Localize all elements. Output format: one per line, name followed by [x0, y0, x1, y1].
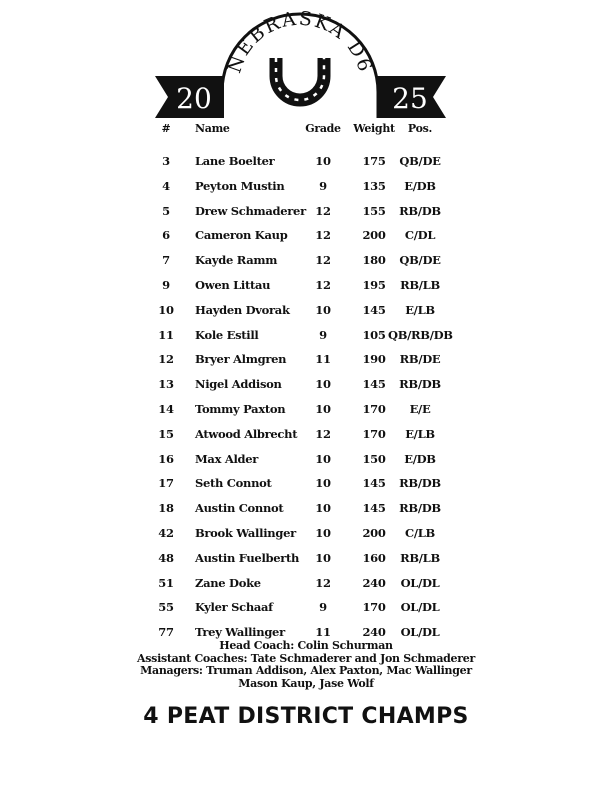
player-grade: 12	[315, 228, 331, 243]
player-position: RB/DE	[399, 352, 441, 367]
player-number: 13	[158, 377, 174, 392]
player-weight: 170	[362, 401, 386, 416]
player-weight: 105	[362, 327, 386, 342]
player-position: C/LB	[405, 525, 435, 540]
player-position: E/LB	[405, 426, 435, 441]
player-number: 14	[158, 401, 174, 416]
player-name: Tommy Paxton	[195, 401, 286, 416]
table-row	[0, 422, 612, 447]
player-position: OL/DL	[400, 625, 440, 640]
player-name: Lane Boelter	[195, 154, 275, 168]
player-name: Peyton Mustin	[195, 178, 285, 193]
player-name: Austin Fuelberth	[195, 550, 300, 565]
player-grade: 10	[315, 451, 331, 466]
player-grade: 10	[315, 377, 331, 392]
roster-header	[0, 121, 612, 137]
player-weight: 190	[362, 352, 386, 367]
player-weight: 160	[362, 550, 386, 565]
table-row	[0, 248, 612, 273]
player-weight: 145	[362, 476, 386, 491]
header-position: Pos.	[407, 122, 433, 135]
player-number: 77	[158, 625, 174, 640]
table-row	[0, 273, 612, 298]
player-number: 15	[158, 426, 174, 441]
table-row	[0, 347, 612, 372]
managers-line-2: Mason Kaup, Jase Wolf	[238, 676, 374, 690]
player-number: 9	[162, 277, 170, 292]
player-number: 11	[158, 327, 174, 342]
player-grade: 10	[315, 501, 331, 516]
table-row	[0, 471, 612, 496]
player-number: 10	[158, 302, 174, 317]
player-grade: 9	[319, 178, 327, 193]
table-row	[0, 546, 612, 571]
player-weight: 175	[362, 154, 386, 168]
player-grade: 10	[315, 476, 331, 491]
table-row	[0, 496, 612, 521]
managers-line-1: Managers: Truman Addison, Alex Paxton, Mac Wallinger	[140, 664, 472, 677]
player-grade: 9	[319, 327, 327, 342]
player-position: E/DB	[404, 178, 436, 193]
table-row	[0, 397, 612, 422]
player-grade: 12	[315, 426, 331, 441]
logo-arc-text: NEBRASKA D6	[223, 7, 377, 76]
player-weight: 135	[362, 178, 386, 193]
team-logo	[0, 0, 612, 130]
table-row	[0, 149, 612, 174]
player-name: Zane Doke	[195, 575, 261, 590]
player-weight: 200	[362, 525, 386, 540]
player-name: Trey Wallinger	[195, 625, 285, 640]
player-name: Atwood Albrecht	[195, 426, 298, 441]
player-weight: 150	[362, 451, 386, 466]
player-position: RB/LB	[400, 277, 440, 292]
player-grade: 9	[319, 600, 327, 615]
player-number: 4	[162, 178, 170, 193]
player-position: OL/DL	[400, 600, 440, 615]
assistant-coaches: Assistant Coaches: Tate Schmaderer and Jon Schmaderer	[137, 651, 475, 665]
head-coach: Head Coach: Colin Schurman	[219, 639, 393, 652]
player-name: Max Alder	[195, 451, 259, 466]
player-grade: 10	[315, 302, 331, 317]
player-name: Seth Connot	[195, 476, 272, 491]
player-name: Kole Estill	[195, 327, 259, 342]
player-grade: 12	[315, 277, 331, 292]
player-name: Kayde Ramm	[195, 253, 278, 268]
player-name: Brook Wallinger	[195, 525, 296, 540]
player-weight: 200	[362, 228, 386, 243]
player-weight: 240	[362, 625, 386, 640]
player-name: Drew Schmaderer	[195, 203, 306, 218]
player-weight: 145	[362, 501, 386, 516]
player-position: RB/DB	[399, 203, 441, 218]
table-row	[0, 372, 612, 397]
player-grade: 12	[315, 203, 331, 218]
player-number: 48	[158, 550, 174, 565]
player-position: RB/DB	[399, 377, 441, 392]
table-row	[0, 223, 612, 248]
player-weight: 180	[362, 253, 386, 268]
player-number: 51	[158, 575, 174, 590]
table-row	[0, 595, 612, 620]
player-position: E/E	[409, 401, 431, 416]
player-weight: 145	[362, 302, 386, 317]
player-number: 18	[158, 501, 174, 516]
player-position: E/DB	[404, 451, 436, 466]
table-row	[0, 447, 612, 472]
roster-table	[0, 121, 612, 645]
player-weight: 240	[362, 575, 386, 590]
header-number: #	[161, 122, 171, 135]
player-position: RB/DB	[399, 501, 441, 516]
player-position: E/LB	[405, 302, 435, 317]
table-row	[0, 323, 612, 348]
player-position: C/DL	[404, 228, 436, 243]
player-weight: 170	[362, 600, 386, 615]
player-grade: 10	[315, 550, 331, 565]
player-weight: 170	[362, 426, 386, 441]
player-name: Owen Littau	[195, 277, 271, 292]
player-position: RB/LB	[400, 550, 440, 565]
player-position: RB/DB	[399, 476, 441, 491]
header-weight: Weight	[353, 122, 395, 135]
player-name: Cameron Kaup	[195, 228, 288, 243]
player-grade: 10	[315, 154, 331, 168]
table-row	[0, 298, 612, 323]
player-name: Bryer Almgren	[195, 352, 287, 367]
player-number: 42	[158, 525, 174, 540]
player-number: 5	[162, 203, 170, 218]
champions-headline: 4 PEAT DISTRICT CHAMPS	[143, 704, 469, 729]
roster-rows	[0, 149, 612, 645]
player-name: Hayden Dvorak	[195, 302, 290, 317]
table-row	[0, 174, 612, 199]
player-weight: 195	[362, 277, 386, 292]
player-grade: 10	[315, 525, 331, 540]
player-position: OL/DL	[400, 575, 440, 590]
header-name: Name	[195, 122, 230, 135]
player-name: Nigel Addison	[195, 377, 282, 392]
player-position: QB/DE	[399, 253, 441, 268]
player-position: QB/RB/DB	[388, 327, 453, 342]
player-weight: 155	[362, 203, 386, 218]
table-row	[0, 571, 612, 596]
player-grade: 11	[315, 352, 331, 367]
year-right: 25	[392, 82, 428, 115]
player-number: 17	[158, 476, 174, 491]
player-name: Austin Connot	[195, 501, 284, 516]
player-weight: 145	[362, 377, 386, 392]
header-grade: Grade	[305, 122, 341, 135]
player-number: 7	[162, 253, 170, 268]
year-left: 20	[176, 82, 212, 115]
player-number: 16	[158, 451, 174, 466]
player-position: QB/DE	[399, 154, 441, 168]
staff-section	[0, 640, 612, 690]
table-row	[0, 521, 612, 546]
player-grade: 11	[315, 625, 331, 640]
player-number: 55	[158, 600, 174, 615]
player-number: 6	[162, 228, 170, 243]
table-row	[0, 199, 612, 224]
player-name: Kyler Schaaf	[195, 600, 273, 615]
horseshoe-icon	[276, 58, 324, 100]
player-grade: 12	[315, 575, 331, 590]
player-number: 3	[162, 154, 170, 168]
player-grade: 12	[315, 253, 331, 268]
player-number: 12	[158, 352, 174, 367]
player-grade: 10	[315, 401, 331, 416]
